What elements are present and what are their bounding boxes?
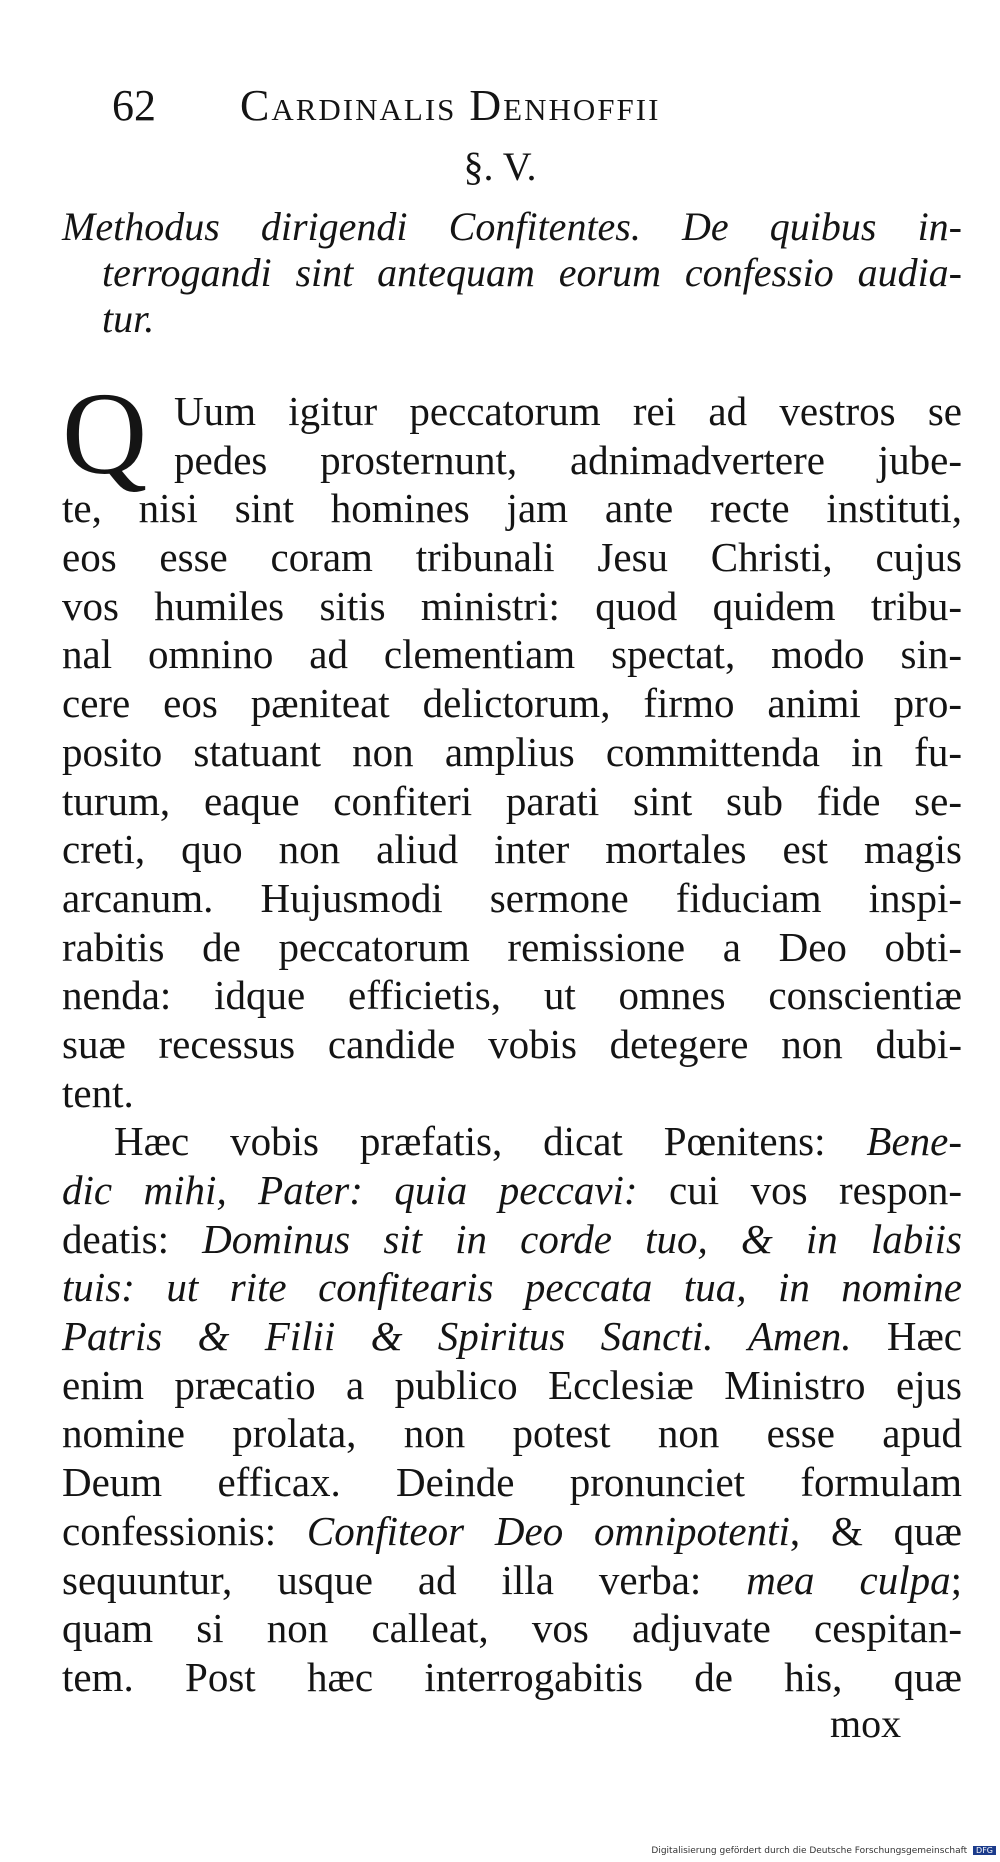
- credit-text: Digitalisierung gefördert durch die Deutsche Forschungsgemeinschaft: [651, 1846, 968, 1856]
- text-line: posito statuant non amplius committenda in fu-: [62, 728, 962, 775]
- text-run-italic: dic mihi, Pater: quia peccavi:: [62, 1167, 638, 1213]
- section-mark: §. V.: [463, 144, 537, 189]
- text-line: nenda: idque efficietis, ut omnes conscientiæ: [62, 972, 962, 1019]
- dfg-logo: DFG: [973, 1846, 996, 1855]
- text-run: Hæc: [851, 1313, 962, 1360]
- text-line: arcanum. Hujusmodi sermone fiduciam inspi-: [62, 874, 962, 921]
- text-line: [62, 1215, 962, 1264]
- text-run: ;: [950, 1556, 962, 1603]
- page-header: [112, 76, 852, 136]
- text-line: [62, 1166, 962, 1215]
- body-text: [62, 387, 962, 1702]
- heading-line: terrogandi sint antequam eorum confessio audia-: [102, 250, 962, 295]
- text-run: sequuntur, usque ad illa verba:: [62, 1556, 747, 1603]
- text-line: tuis: ut rite confitearis peccata tua, in nomine: [62, 1264, 962, 1311]
- text-line: tem. Post hæc interrogabitis de his, quæ: [62, 1653, 962, 1700]
- section-heading: [62, 204, 962, 342]
- text-line: [62, 1556, 962, 1605]
- text-line: Deum efficax. Deinde pronunciet formulam: [62, 1459, 962, 1506]
- text-run-italic: Patris & Filii & Spiritus Sancti. Amen.: [62, 1313, 852, 1360]
- text-line: cere eos pæniteat delictorum, firmo animi pro-: [62, 680, 962, 727]
- text-run-italic: Dominus sit in corde tuo, & in labiis: [202, 1215, 962, 1262]
- text-line: pedes prosternunt, adnimadvertere jube-: [174, 436, 962, 483]
- text-line: Uum igitur peccatorum rei ad vestros se: [174, 388, 962, 434]
- text-run: deatis:: [62, 1215, 203, 1262]
- drop-cap: Q: [62, 368, 148, 499]
- text-line: suæ recessus candide vobis detegere non dubi-: [62, 1020, 962, 1067]
- text-run: , & quæ: [789, 1507, 962, 1554]
- text-line: [62, 1312, 962, 1361]
- text-line: enim præcatio a publico Ecclesiæ Ministro ejus: [62, 1361, 962, 1408]
- text-run-italic: mea culpa: [746, 1556, 951, 1603]
- text-run: cui vos respon-: [637, 1167, 962, 1213]
- heading-line: Methodus dirigendi Confitentes. De quibus in-: [62, 204, 962, 249]
- text-run-italic: Confiteor Deo omnipotenti: [306, 1507, 790, 1554]
- text-line: nal omnino ad clementiam spectat, modo sin-: [62, 631, 962, 678]
- text-line: vos humiles sitis ministri: quod quidem tribu-: [62, 582, 962, 629]
- text-line: tent.: [62, 1069, 134, 1116]
- running-title: Cardinalis Denhoffii: [240, 81, 661, 130]
- text-line: te, nisi sint homines jam ante recte instituti,: [62, 485, 962, 532]
- page-number: 62: [112, 81, 156, 130]
- text-line: eos esse coram tribunali Jesu Christi, cujus: [62, 534, 962, 581]
- text-line: rabitis de peccatorum remissione a Deo obti-: [62, 923, 962, 970]
- text-line: creti, quo non aliud inter mortales est magis: [62, 826, 962, 873]
- text-run: Hæc vobis præfatis, dicat Pœnitens:: [114, 1118, 867, 1165]
- text-line: [114, 1117, 962, 1166]
- text-line: turum, eaque confiteri parati sint sub fide se-: [62, 777, 962, 824]
- text-run-italic: Bene-: [866, 1118, 962, 1165]
- text-line: [62, 1507, 962, 1556]
- digitization-credit: [651, 1846, 996, 1856]
- catchword: mox: [830, 1701, 902, 1746]
- text-line: nomine prolata, non potest non esse apud: [62, 1410, 962, 1457]
- text-run: confessionis:: [62, 1507, 307, 1554]
- text-line: quam si non calleat, vos adjuvate cespitan-: [62, 1605, 962, 1652]
- heading-line: tur.: [102, 296, 155, 341]
